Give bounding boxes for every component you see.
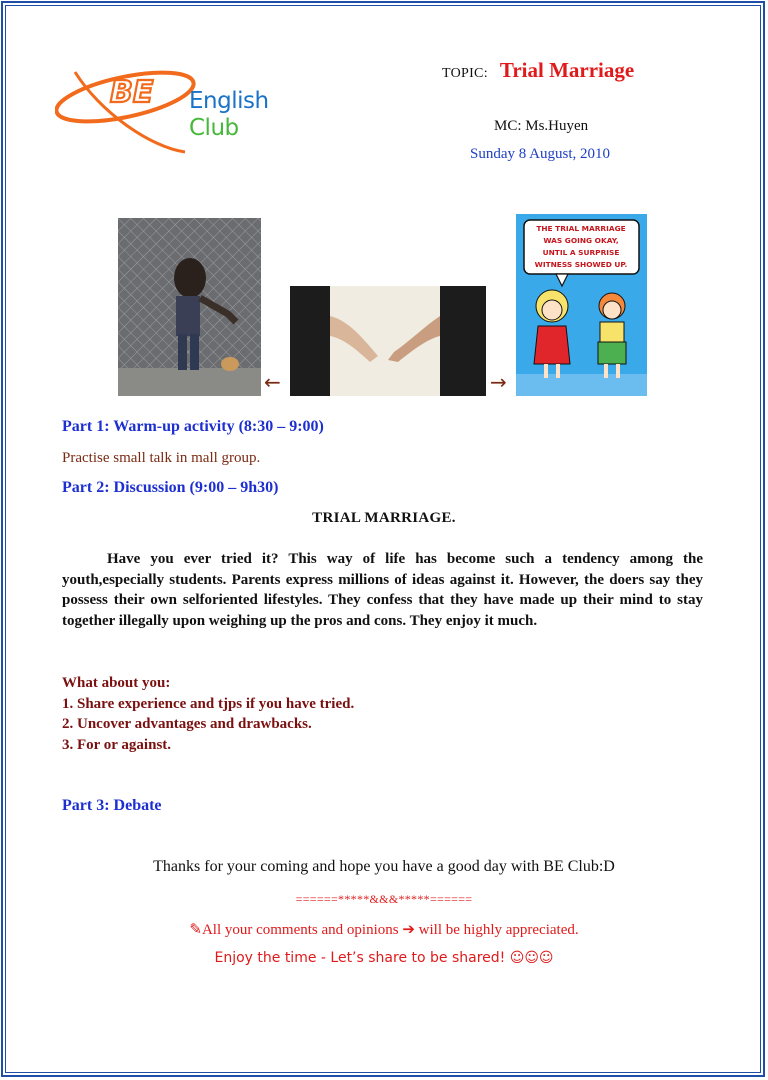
part1-text: Practise small talk in mall group.: [62, 450, 261, 466]
questions-heading: What about you:: [62, 675, 171, 691]
cartoon-caption-line-4: WITNESS SHOWED UP.: [534, 260, 628, 269]
hands-touching-photo: [290, 286, 486, 396]
logo-mark: BE: [110, 75, 154, 110]
question-item: 1. Share experience and tjps if you have tried.: [62, 695, 355, 712]
cartoon-image: [516, 214, 647, 396]
cartoon-caption-line-2: WAS GOING OKAY,: [543, 236, 619, 245]
mc-line: MC: Ms.Huyen: [494, 118, 589, 134]
topic-label: TOPIC:: [442, 66, 488, 81]
question-item: 2. Uncover advantages and drawbacks.: [62, 716, 312, 732]
topic-row: [442, 58, 634, 83]
separator-line: ======*****&&&*****======: [295, 892, 473, 906]
topic-title: Trial Marriage: [499, 58, 635, 82]
enjoy-line: Enjoy the time - Let’s share to be shared! ☺☺☺: [214, 950, 554, 966]
logo-word-club: Club: [189, 115, 239, 141]
thanks-line: Thanks for your coming and hope you have a good day with BE Club:D: [153, 858, 615, 875]
article-body: Have you ever tried it? This way of life has become such a tendency among the youth,especially students. Parents express millions of ideas against it. However, the doers say they possess their own selforiented lifestyles. They confess that they have made up their mind to stay together illegally upon weighing up the pros and cons. They enjoy it much.: [62, 551, 703, 629]
article-title: TRIAL MARRIAGE.: [312, 510, 456, 526]
part1-heading: Part 1: Warm-up activity (8:30 – 9:00): [62, 418, 324, 435]
questions-block: [62, 673, 354, 755]
arrow-right-icon: →: [490, 370, 507, 394]
page-border-inner: [5, 5, 761, 1073]
question-item: 3. For or against.: [62, 736, 172, 753]
event-date: Sunday 8 August, 2010: [470, 146, 611, 162]
be-english-club-logo: [55, 52, 280, 162]
cartoon-caption-line-3: UNTIL A SURPRISE: [542, 248, 620, 257]
arrow-left-icon: ←: [264, 370, 281, 394]
part3-heading: Part 3: Debate: [62, 797, 162, 814]
part2-heading: Part 2: Discussion (9:00 – 9h30): [62, 479, 279, 496]
logo-word-english: English: [189, 88, 269, 114]
cartoon-caption-line-1: THE TRIAL MARRIAGE: [536, 224, 626, 233]
comments-line: ✎All your comments and opinions ➔ will be highly appreciated.: [189, 922, 579, 938]
couple-hugging-photo: [118, 218, 261, 396]
